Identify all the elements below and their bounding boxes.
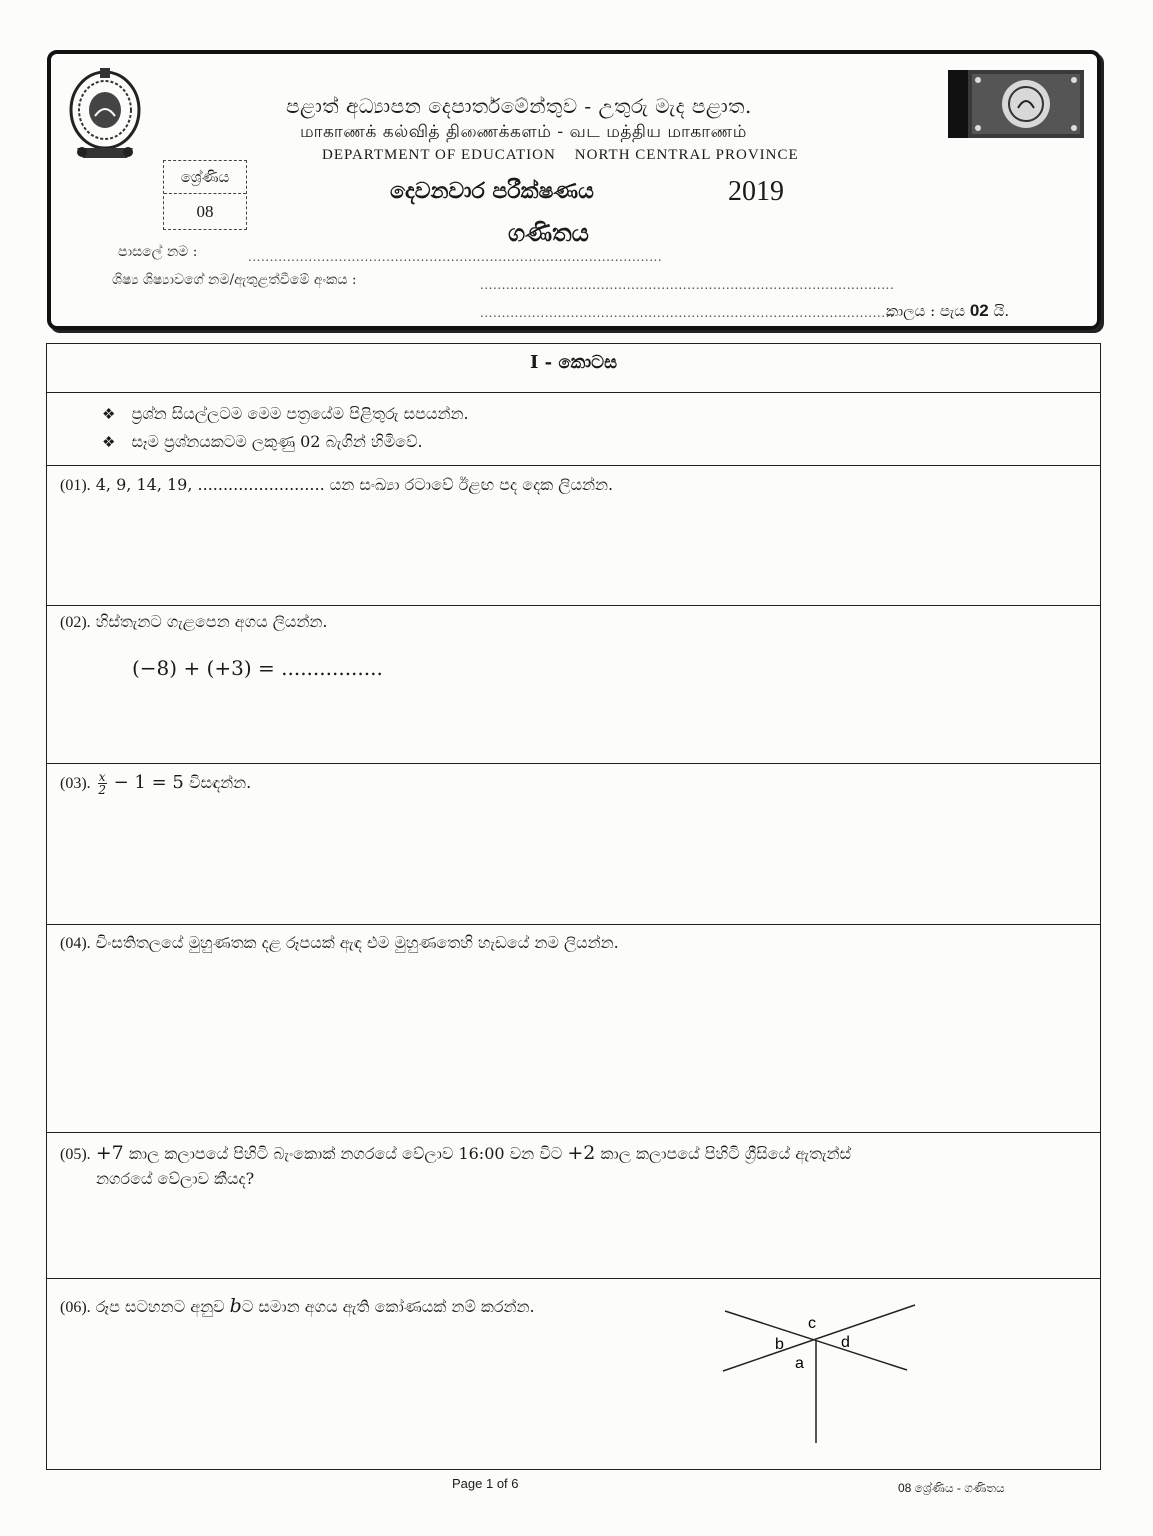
fraction — [98, 771, 107, 796]
angle-label-c: c — [808, 1315, 816, 1332]
question-text: ට සමාන අගය ඇති කෝණයක් නම් කරන්න. — [241, 1297, 535, 1316]
bullet-icon: ❖ — [102, 433, 116, 451]
divider — [46, 392, 1101, 393]
footer-subject: 08 ශ්‍රේණිය - ගණිතය — [898, 1481, 1005, 1495]
school-name-label: පාසලේ නම : — [118, 244, 198, 260]
time-label: කාලය : පැය — [886, 302, 966, 320]
question-number: (04). — [60, 935, 91, 952]
subject-title: ගණිතය — [508, 218, 589, 247]
question-number: (01). — [60, 477, 91, 494]
question-text: හිස්තැනට ගැළපෙන අගය ලියන්න. — [95, 612, 328, 631]
question-4 — [60, 930, 619, 957]
divider — [46, 1278, 1101, 1279]
provincial-flag-icon — [948, 70, 1084, 138]
dept-title-english: DEPARTMENT OF EDUCATION NORTH CENTRAL PROVINCE — [322, 147, 799, 163]
divider — [46, 465, 1101, 466]
answer-area-4[interactable] — [60, 965, 1080, 1125]
answer-area-3[interactable] — [60, 810, 1080, 915]
question-5-line-2: නගරයේ වේලාව කීයද? — [96, 1169, 255, 1188]
student-name-label: ශිෂ්‍ය ශිෂ්‍යාවගේ නම/ඇතුළත්වීමේ අංකය : — [112, 272, 357, 288]
time-value: 02 — [969, 301, 989, 320]
answer-area-6[interactable] — [60, 1330, 700, 1460]
question-number: (02). — [60, 614, 91, 631]
question-3-expression: − 1 = 5 — [113, 772, 184, 793]
dept-title-tamil: மாகாணக் கல்வித் திணைக்களம் - வட மத்திய மாகாணம் — [300, 122, 747, 142]
instruction-text: ප්‍රශ්න සියල්ලටම මෙම පත්‍රයේම පිළිතුරු සපයන්න. — [131, 404, 469, 423]
question-5 — [60, 1140, 851, 1168]
school-name-field[interactable]: ................................................................................................ — [248, 250, 663, 264]
question-text: 4, 9, 14, 19, ......................... යන සංඛ්‍යා රටාවේ ඊළඟ පද දෙක ලියන්න. — [95, 475, 614, 494]
fraction-numerator: x — [98, 770, 106, 784]
question-text: රූප සටහනට අනුව — [95, 1297, 225, 1316]
question-text: කාල කලාපයේ පිහිටි බැංකොක් නගරයේ වේලාව 16:00 වන විට — [128, 1144, 563, 1163]
time-unit: යි. — [993, 302, 1010, 320]
part-title: I - කොටස — [529, 352, 618, 373]
question-1 — [60, 472, 613, 499]
instruction-item — [102, 432, 423, 452]
sri-lanka-emblem-icon — [62, 64, 148, 162]
index-number-field[interactable]: ................................................................................................ — [480, 306, 895, 320]
divider — [46, 1132, 1101, 1133]
question-number: (06). — [60, 1299, 91, 1316]
variable-b: b — [229, 1295, 242, 1317]
divider — [46, 924, 1101, 925]
angle-label-a: a — [795, 1355, 804, 1372]
divider — [46, 605, 1101, 606]
divider — [46, 763, 1101, 764]
dept-title-sinhala: පළාත් අධ්‍යාපන දෙපාර්තමේන්තුව - උතුරු මැද පළාත. — [286, 94, 752, 118]
angle-diagram — [715, 1295, 925, 1445]
question-number: (05). — [60, 1146, 91, 1163]
time-zone-value: +7 — [95, 1142, 124, 1164]
answer-area-2[interactable] — [60, 690, 1080, 750]
angle-label-b: b — [775, 1336, 784, 1353]
student-name-field[interactable]: ................................................................................................ — [480, 278, 895, 292]
question-number: (03). — [60, 775, 91, 792]
line-2 — [723, 1305, 915, 1371]
question-text: විසඳන්න. — [188, 773, 252, 792]
question-6 — [60, 1293, 535, 1321]
question-text: කාල කලාපයේ පිහිටි ග්‍රීසියේ ඇතැන්ස් — [600, 1144, 852, 1163]
question-3 — [60, 770, 251, 797]
answer-area-5[interactable] — [60, 1200, 1080, 1270]
question-2-expression: (−8) + (+3) = ................ — [132, 656, 383, 680]
angle-label-d: d — [841, 1334, 850, 1351]
page-number: Page 1 of 6 — [452, 1476, 519, 1491]
time-zone-value: +2 — [567, 1142, 596, 1164]
time-allowed — [886, 301, 1009, 321]
exam-title: දෙවනවාර පරීක්ෂණය — [390, 178, 594, 204]
question-2 — [60, 609, 327, 636]
grade-box — [163, 160, 247, 230]
grade-label: ශ්‍රේණිය — [164, 163, 246, 194]
bullet-icon: ❖ — [102, 405, 116, 423]
grade-value: 08 — [196, 202, 214, 221]
answer-area-1[interactable] — [60, 505, 1080, 595]
instruction-text: සෑම ප්‍රශ්නයකටම ලකුණු 02 බැගින් හිමිවේ. — [131, 432, 423, 451]
question-text: චිංසතිතලයේ මුහුණතක දළ රූපයක් ඇඳ එම මුහුණතෙහි හැඩයේ නම ලියන්න. — [95, 933, 619, 952]
fraction-denominator: 2 — [98, 783, 106, 797]
instruction-item — [102, 404, 469, 424]
exam-year: 2019 — [728, 176, 784, 207]
